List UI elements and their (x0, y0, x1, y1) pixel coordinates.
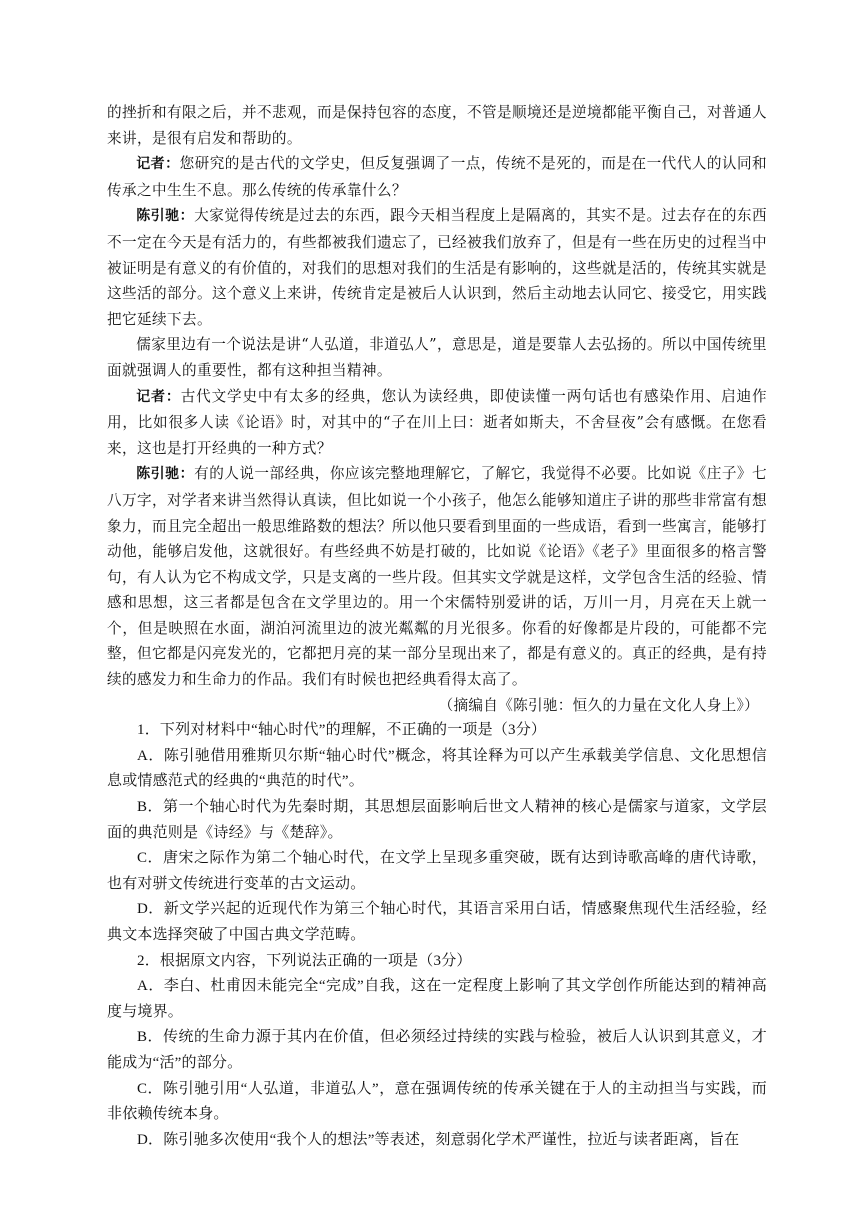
answer-option: A．陈引驰借用雅斯贝尔斯“轴心时代”概念，将其诠释为可以产生承载美学信息、文化思想信息或情感范式的经典的“典范的时代”。 (107, 747, 767, 790)
document-page (107, 100, 767, 1153)
question-text: 您研究的是古代的文学史，但反复强调了一点，传统不是死的，而是在一代代人的认同和传承之中生生不息。那么传统的传承靠什么？ (107, 155, 768, 199)
answer-option: B．传统的生命力源于其内在价值，但必须经过持续的实践与检验，被后人认识到其意义，才能成为“活”的部分。 (107, 1029, 767, 1071)
answer-option: A．李白、杜甫因未能完全“完成”自我，这在一定程度上影响了其文学创作所能达到的精神高度与境界。 (107, 978, 767, 1020)
answer-option: D．陈引驰多次使用“我个人的想法”等表述，刻意弱化学术严谨性，拉近与读者距离，旨在 (137, 1131, 740, 1148)
interview-answer (107, 461, 767, 692)
answer-text: 有的人说一部经典，你应该完整地理解它，了解它，我觉得不必要。比如说《庄子》七八万字，对学者来讲当然得认真读，但比如说一个小孩子，他怎么能够知道庄子讲的那些非常富有想象力，而且完全超出一般思维路数的想法？所以他只要看到里面的一些成语，看到一些寓言，能够打动他，能够启发他，这就很好。有些经典不妨是打破的，比如说《论语》《老子》里面很多的格言警句，有人认为它不构成文学，只是支离的一些片段。但其实文学就是这样，文学包含生活的经验、情感和思想，这三者都是包含在文学里边的。用一个宋儒特别爱讲的话，万川一月，月亮在天上就一个，但是映照在水面，湖泊河流里边的波光粼粼的月光很多。你看的好像都是片段的，可能都不完整，但它都是闪亮发光的，它都把月亮的某一部分呈现出来了，都是有意义的。真正的经典，是有持续的感发力和生命力的作品。我们有时候也把经典看得太高了。 (107, 465, 767, 689)
speaker-label: 记者： (136, 156, 180, 173)
question-text: 古代文学史中有太多的经典，您认为读经典，即使读懂一两句话也有感染作用、启迪作用，比如很多人读《论语》时，对其中的“子在川上曰：逝者如斯夫，不舍昼夜”会有感慨。在您看来，这也是打开经典的一种方式？ (107, 387, 767, 457)
source-citation: （摘编自《陈引驰：恒久的力量在文化人身上》） (438, 696, 759, 714)
question-stem: 2．根据原文内容，下列说法正确的一项是（3分） (137, 952, 472, 969)
speaker-label: 陈引驰： (136, 208, 195, 225)
question-stem: 1．下列对材料中“轴心时代”的理解，不正确的一项是（3分） (137, 722, 547, 739)
speaker-label: 记者： (136, 388, 181, 405)
answer-option: D．新文学兴起的近现代作为第三个轴心时代，其语言采用白话，情感聚焦现代生活经验，经典文本选择突破了中国古典文学范畴。 (107, 901, 767, 943)
answer-option: C．陈引驰引用“人弘道，非道弘人”，意在强调传统的传承关键在于人的主动担当与实践，而非依赖传统本身。 (107, 1080, 767, 1123)
answer-option: C．唐宋之际作为第二个轴心时代，在文学上呈现多重突破，既有达到诗歌高峰的唐代诗歌，也有对骈文传统进行变革的古文运动。 (107, 850, 767, 892)
interview-question (107, 384, 767, 462)
interview-answer (107, 203, 767, 332)
passage-paragraph: 的挫折和有限之后，并不悲观，而是保持包容的态度，不管是顺境还是逆境都能平衡自己，对普通人来讲，是很有启发和帮助的。 (107, 104, 767, 147)
speaker-label: 陈引驰： (136, 466, 195, 483)
answer-text: 大家觉得传统是过去的东西，跟今天相当程度上是隔离的，其实不是。过去存在的东西不一定在今天是有活力的，有些都被我们遗忘了，已经被我们放弃了，但是有一些在历史的过程当中被证明是有意义的有价值的，对我们的思想对我们的生活是有影响的，这些就是活的，传统其实就是这些活的部分。这个意义上来讲，传统肯定是被后人认识到，然后主动地去认同它、接受它，用实践把它延续下去。 (107, 207, 767, 328)
answer-option: B．第一个轴心时代为先秦时期，其思想层面影响后世文人精神的核心是儒家与道家，文学层面的典范则是《诗经》与《楚辞》。 (107, 799, 767, 841)
interview-question (107, 151, 767, 203)
passage-paragraph: 儒家里边有一个说法是讲“人弘道，非道弘人”，意思是，道是要靠人去弘扬的。所以中国传统里面就强调人的重要性，都有这种担当精神。 (107, 336, 767, 379)
